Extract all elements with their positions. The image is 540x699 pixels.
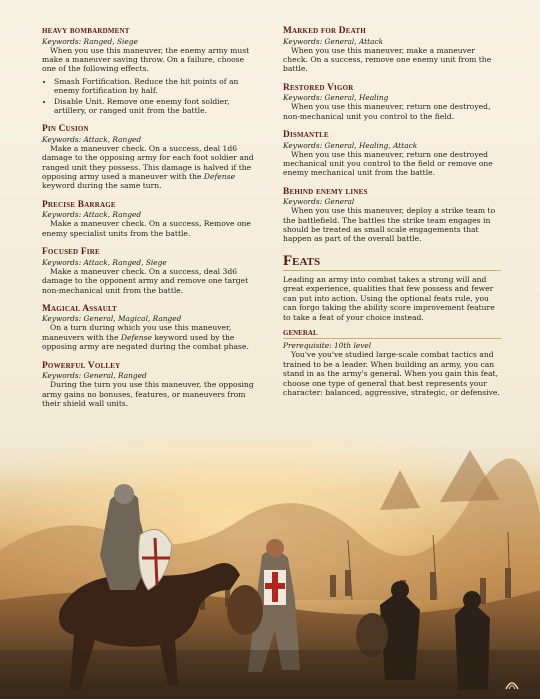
maneuver-restored-vigor xyxy=(283,83,501,121)
maneuver-title: Powerful Volley xyxy=(42,360,121,371)
maneuver-powerful-volley xyxy=(42,361,260,409)
left-column xyxy=(42,26,260,417)
maneuver-text: When you use this maneuver, return one destroyed mechanical unit you control to the field or remove one enemy mechanical unit from the battle. xyxy=(283,149,493,178)
maneuver-text: Make a maneuver check. On a success, Remove one enemy specialist units from the battle. xyxy=(42,219,251,238)
keyword-emphasis: Defense xyxy=(203,172,236,182)
maneuver-behind-enemy-lines xyxy=(283,187,501,244)
maneuver-keywords: Keywords: Attack, Ranged, Siege xyxy=(42,257,167,267)
maneuver-title: Restored Vigor xyxy=(283,82,354,93)
feats-intro: Leading an army into combat takes a strong will and great experience, qualities that few possess and fewer can put into action. Using the optional feats rule, you can forgo taking the ability score improvement feature to take a feat of your choice instead. xyxy=(283,274,495,322)
maneuver-text xyxy=(42,144,260,191)
general-feat-heading: general xyxy=(283,328,501,339)
list-item: • Smash Fortification. Reduce the hit points of an enemy fortification by half. xyxy=(54,77,260,96)
maneuver-title: Marked for Death xyxy=(283,26,366,36)
maneuver-text: When you use this maneuver, deploy a strike team to the battlefield. The battles the strike team engages in should be treated as small scale engagements that happen as part of the overall battle. xyxy=(283,206,496,244)
maneuver-keywords: Keywords: General, Magical, Ranged xyxy=(42,314,182,324)
text-part: keyword during the same turn. xyxy=(42,181,162,191)
maneuver-keywords: Keywords: Attack, Ranged xyxy=(42,210,142,220)
maneuver-keywords: Keywords: General, Attack xyxy=(283,36,384,46)
feat-prerequisite: Prerequisite: 10th level xyxy=(283,341,372,351)
maneuver-precise-barrage xyxy=(42,200,260,238)
maneuver-focused-fire xyxy=(42,247,260,295)
maneuver-text: When you use this maneuver, make a maneuver check. On a success, remove one enemy unit from the battle. xyxy=(283,45,492,74)
maneuver-dismantle xyxy=(283,130,501,178)
maneuver-title: Focused Fire xyxy=(42,247,100,258)
text-part: keyword used by the opposing army are negated during the combat phase. xyxy=(42,332,249,352)
maneuver-title: Dismantle xyxy=(283,130,329,141)
maneuver-pin-cusion xyxy=(42,124,260,191)
list-item: • Disable Unit. Remove one enemy foot soldier, artillery, or ranged unit from the battle. xyxy=(54,97,260,116)
right-column xyxy=(283,26,501,397)
maneuver-marked-for-death xyxy=(283,26,501,74)
maneuver-text: When you use this maneuver, return one destroyed, non-mechanical unit you control to the field. xyxy=(283,102,491,121)
keyword-emphasis: Defense xyxy=(120,332,153,342)
maneuver-keywords: Keywords: General, Healing, Attack xyxy=(283,140,418,150)
maneuver-text: Make a maneuver check. On a success, deal 3d6 damage to the opponent army and remove one target non-mechanical unit from the battle. xyxy=(42,266,249,295)
maneuver-title: Magical Assault xyxy=(42,303,118,314)
general-feat-text: You've you've studied large-scale combat tactics and trained to be a leader. When building an army, you can stand in as the army's general. When you gain this feat, choose one type of general that best represents your character: balanced, aggressive, strategic, or defensive. xyxy=(283,350,500,397)
maneuver-title: heavy bombardment xyxy=(42,26,130,36)
maneuver-text: During the turn you use this maneuver, the opposing army gains no bonuses, features, or maneuvers from their shield wall units. xyxy=(42,380,254,408)
maneuver-keywords: Keywords: General, Ranged xyxy=(42,371,147,381)
text-part: Make a maneuver check. On a success, deal 1d6 damage to the opposing army for each foot soldier and ranged unit they possess. This damage is halved if the opposing army used a maneuver with the xyxy=(42,143,254,182)
text-part: On a turn during which you use this maneuver, maneuvers with the xyxy=(42,323,232,342)
maneuver-title: Pin Cusion xyxy=(42,124,89,135)
page-ornament-icon xyxy=(502,671,522,691)
maneuver-text xyxy=(42,323,260,351)
battle-illustration xyxy=(0,440,540,699)
maneuver-text: When you use this maneuver, the enemy army must make a maneuver saving throw. On a failure, choose one of the following effects. xyxy=(42,45,250,74)
maneuver-keywords: Keywords: Attack, Ranged xyxy=(42,134,142,144)
feats-heading: Feats xyxy=(283,253,501,271)
maneuver-keywords: Keywords: Ranged, Siege xyxy=(42,36,138,46)
maneuver-title: Behind enemy lines xyxy=(283,186,368,197)
effects-list xyxy=(42,77,260,116)
maneuver-heavy-bombardment xyxy=(42,26,260,115)
maneuver-magical-assault xyxy=(42,304,260,352)
maneuver-keywords: Keywords: General xyxy=(283,197,355,207)
maneuver-title: Precise Barrage xyxy=(42,199,116,210)
maneuver-keywords: Keywords: General, Healing xyxy=(283,93,389,103)
